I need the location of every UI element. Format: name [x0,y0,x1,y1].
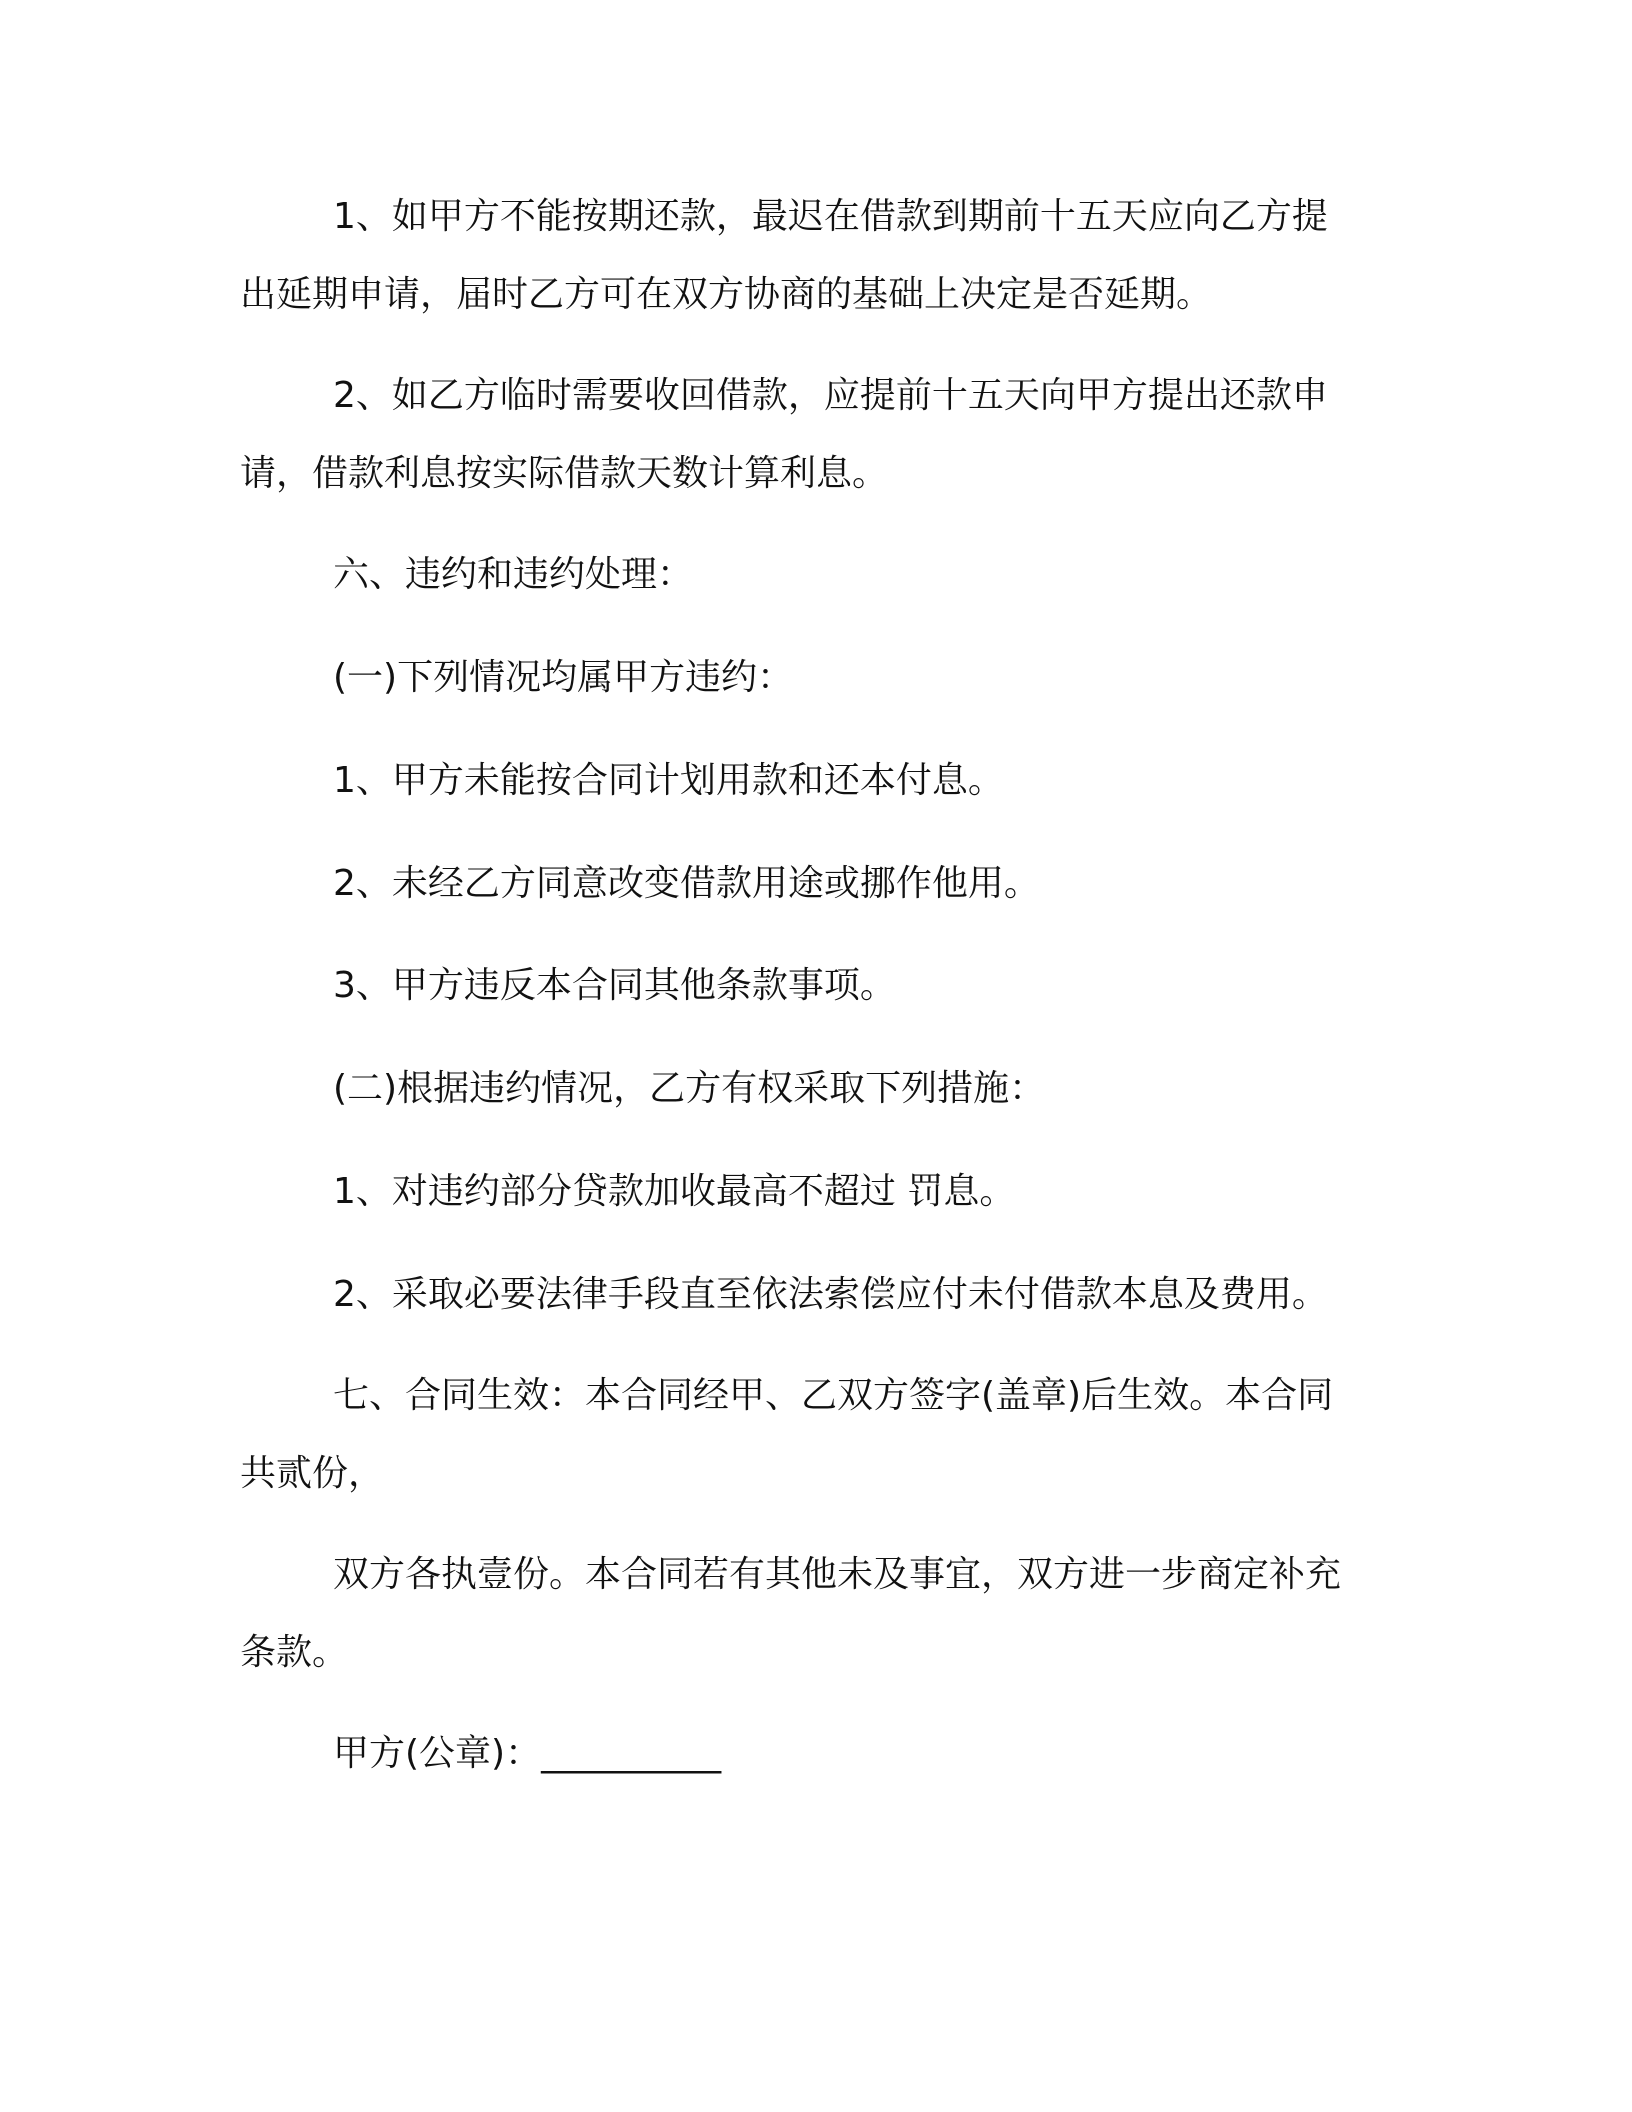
section-7-line-1: 七、合同生效：本合同经甲、乙双方签字(盖章)后生效。本合同 [333,1375,1334,1416]
section-7-line-2: 共贰份， [240,1453,385,1494]
clause-5-1-line-1: 1、如甲方不能按期还款，最迟在借款到期前十五天应向乙方提 [333,196,1328,237]
clause-5-2-line-2: 请，借款利息按实际借款天数计算利息。 [240,453,889,494]
subsection-6-1-heading: (一)下列情况均属甲方违约： [333,657,794,698]
clause-5-2-line-1: 2、如乙方临时需要收回借款，应提前十五天向甲方提出还款申 [333,375,1328,416]
section-6-heading: 六、违约和违约处理： [333,554,694,595]
copies-paragraph-line-2: 条款。 [240,1632,349,1673]
subsection-6-2-heading: (二)根据违约情况，乙方有权采取下列措施： [333,1068,1046,1109]
party-a-signature-line: 甲方(公章)：__________ [333,1733,722,1774]
clause-6-2-2: 2、采取必要法律手段直至依法索偿应付未付借款本息及费用。 [333,1274,1328,1315]
clause-5-1-line-2: 出延期申请，届时乙方可在双方协商的基础上决定是否延期。 [240,274,1213,315]
copies-paragraph-line-1: 双方各执壹份。本合同若有其他未及事宜，双方进一步商定补充 [333,1554,1342,1595]
clause-6-1-1: 1、甲方未能按合同计划用款和还本付息。 [333,760,1004,801]
clause-6-2-1: 1、对违约部分贷款加收最高不超过 罚息。 [333,1171,1016,1212]
clause-6-1-2: 2、未经乙方同意改变借款用途或挪作他用。 [333,863,1040,904]
clause-6-1-3: 3、甲方违反本合同其他条款事项。 [333,965,896,1006]
